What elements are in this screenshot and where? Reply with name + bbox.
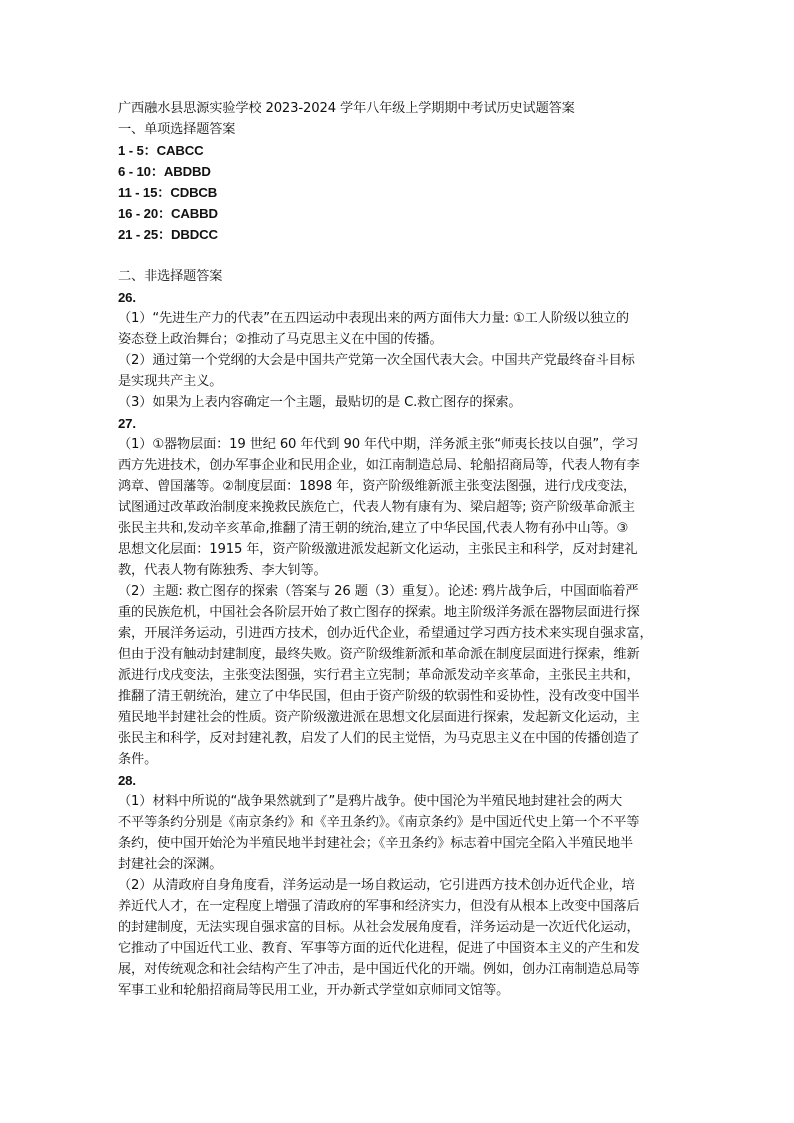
answer-line: 索，开展洋务运动，引进西方技术，创办近代企业，希望通过学习西方技术来实现自强求富， xyxy=(118,626,653,641)
mc-answer-row: 16 - 20：CABBD xyxy=(118,206,218,221)
section2-heading: 二、非选择题答案 xyxy=(118,269,223,284)
answer-line: 西方先进技术，创办军事企业和民用企业，如江南制造总局、轮船招商局等，代表人物有李 xyxy=(118,458,640,473)
mc-answer-row: 6 - 10：ABDBD xyxy=(118,164,211,179)
question-28-answer xyxy=(118,791,680,1001)
question-28-number: 28. xyxy=(118,773,136,788)
question-27-answer xyxy=(118,434,680,770)
question-27-number: 27. xyxy=(118,416,136,431)
answer-line: 姿态登上政治舞台；②推动了马克思主义在中国的传播。 xyxy=(118,332,443,347)
answer-line: 是实现共产主义。 xyxy=(118,374,223,389)
answer-line: 封建社会的深渊。 xyxy=(118,857,223,872)
answer-line: 试图通过改革政治制度来挽救民族危亡，代表人物有康有为、梁启超等; 资产阶级革命派主 xyxy=(118,500,635,515)
section1-heading: 一、单项选择题答案 xyxy=(118,122,236,137)
question-26-answer xyxy=(118,308,680,413)
answer-line: 军事工业和轮船招商局等民用工业，开办新式学堂如京师同文馆等。 xyxy=(118,983,510,998)
answer-line: 殖民地半封建社会的性质。资产阶级激进派在思想文化层面进行探索，发起新文化运动，主 xyxy=(118,710,640,725)
answer-line: 重的民族危机，中国社会各阶层开始了救亡图存的探索。地主阶级洋务派在器物层面进行探 xyxy=(118,605,640,620)
answer-line: 推翻了清王朝统治，建立了中华民国，但由于资产阶级的软弱性和妥协性，没有改变中国半 xyxy=(118,689,640,704)
answer-line: 张民主共和,发动辛亥革命,推翻了清王朝的统治,建立了中华民国,代表人物有孙中山等。③ xyxy=(118,521,629,536)
answer-line: 鸿章、曾国藩等。②制度层面：1898 年，资产阶级维新派主张变法图强，进行戊戌变法， xyxy=(118,479,637,494)
answer-line: 条件。 xyxy=(118,752,158,767)
spacer xyxy=(118,245,680,266)
answer-line: 思想文化层面：1915 年，资产阶级激进派发起新文化运动，主张民主和科学，反对封建礼 xyxy=(118,542,638,557)
answer-line: （2）通过第一个党纲的大会是中国共产党第一次全国代表大会。中国共产党最终奋斗目标 xyxy=(118,353,635,368)
answer-line: 它推动了中国近代工业、教育、军事等方面的近代化进程，促进了中国资本主义的产生和发 xyxy=(118,941,640,956)
answer-line: 教，代表人物有陈独秀、李大钊等。 xyxy=(118,563,327,578)
answer-line: 养近代人才，在一定程度上增强了清政府的军事和经济实力，但没有从根本上改变中国落后 xyxy=(118,899,640,914)
mc-answer-row: 21 - 25：DBDCC xyxy=(118,227,218,242)
answer-line: （3）如果为上表内容确定一个主题，最贴切的是 C.救亡图存的探索。 xyxy=(118,395,522,410)
answer-line: 不平等条约分别是《南京条约》和《辛丑条约》。《南京条约》是中国近代史上第一个不平等 xyxy=(118,815,640,830)
answer-line: （1）“先进生产力的代表”在五四运动中表现出来的两方面伟大力量: ①工人阶级以独立的 xyxy=(118,311,629,326)
mc-answer-row: 11 - 15：CDBCB xyxy=(118,185,218,200)
answer-line: （1）材料中所说的“战争果然就到了”是鸦片战争。使中国沦为半殖民地封建社会的两大 xyxy=(118,794,622,809)
answer-line: 的封建制度，无法实现自强求富的目标。从社会发展角度看，洋务运动是一次近代化运动， xyxy=(118,920,640,935)
document-page xyxy=(118,98,680,1001)
answer-line: （1）①器物层面：19 世纪 60 年代到 90 年代中期，洋务派主张“师夷长技以自强”，学习 xyxy=(118,437,639,452)
answer-line: 派进行戊戌变法，主张变法图强，实行君主立宪制；革命派发动辛亥革命，主张民主共和， xyxy=(118,668,640,683)
answer-line: （2）主题: 救亡图存的探索（答案与 26 题（3）重复）。论述: 鸦片战争后，中国面临着严 xyxy=(118,584,639,599)
answer-line: 条约，使中国开始沦为半殖民地半封建社会；《辛丑条约》标志着中国完全陷入半殖民地半 xyxy=(118,836,633,851)
question-26-number: 26. xyxy=(118,290,136,305)
mc-answer-row: 1 - 5：CABCC xyxy=(118,143,204,158)
mc-answer-list xyxy=(118,140,680,245)
answer-line: 张民主和科学，反对封建礼教，启发了人们的民主觉悟，为马克思主义在中国的传播创造了 xyxy=(118,731,640,746)
document-title: 广西融水县思源实验学校 2023-2024 学年八年级上学期期中考试历史试题答案 xyxy=(118,101,575,116)
answer-line: 但由于没有触动封建制度，最终失败。资产阶级维新派和革命派在制度层面进行探索，维新 xyxy=(118,647,640,662)
answer-line: （2）从清政府自身角度看，洋务运动是一场自救运动，它引进西方技术创办近代企业，培 xyxy=(118,878,635,893)
answer-line: 展，对传统观念和社会结构产生了冲击，是中国近代化的开端。例如，创办江南制造总局等 xyxy=(118,962,640,977)
